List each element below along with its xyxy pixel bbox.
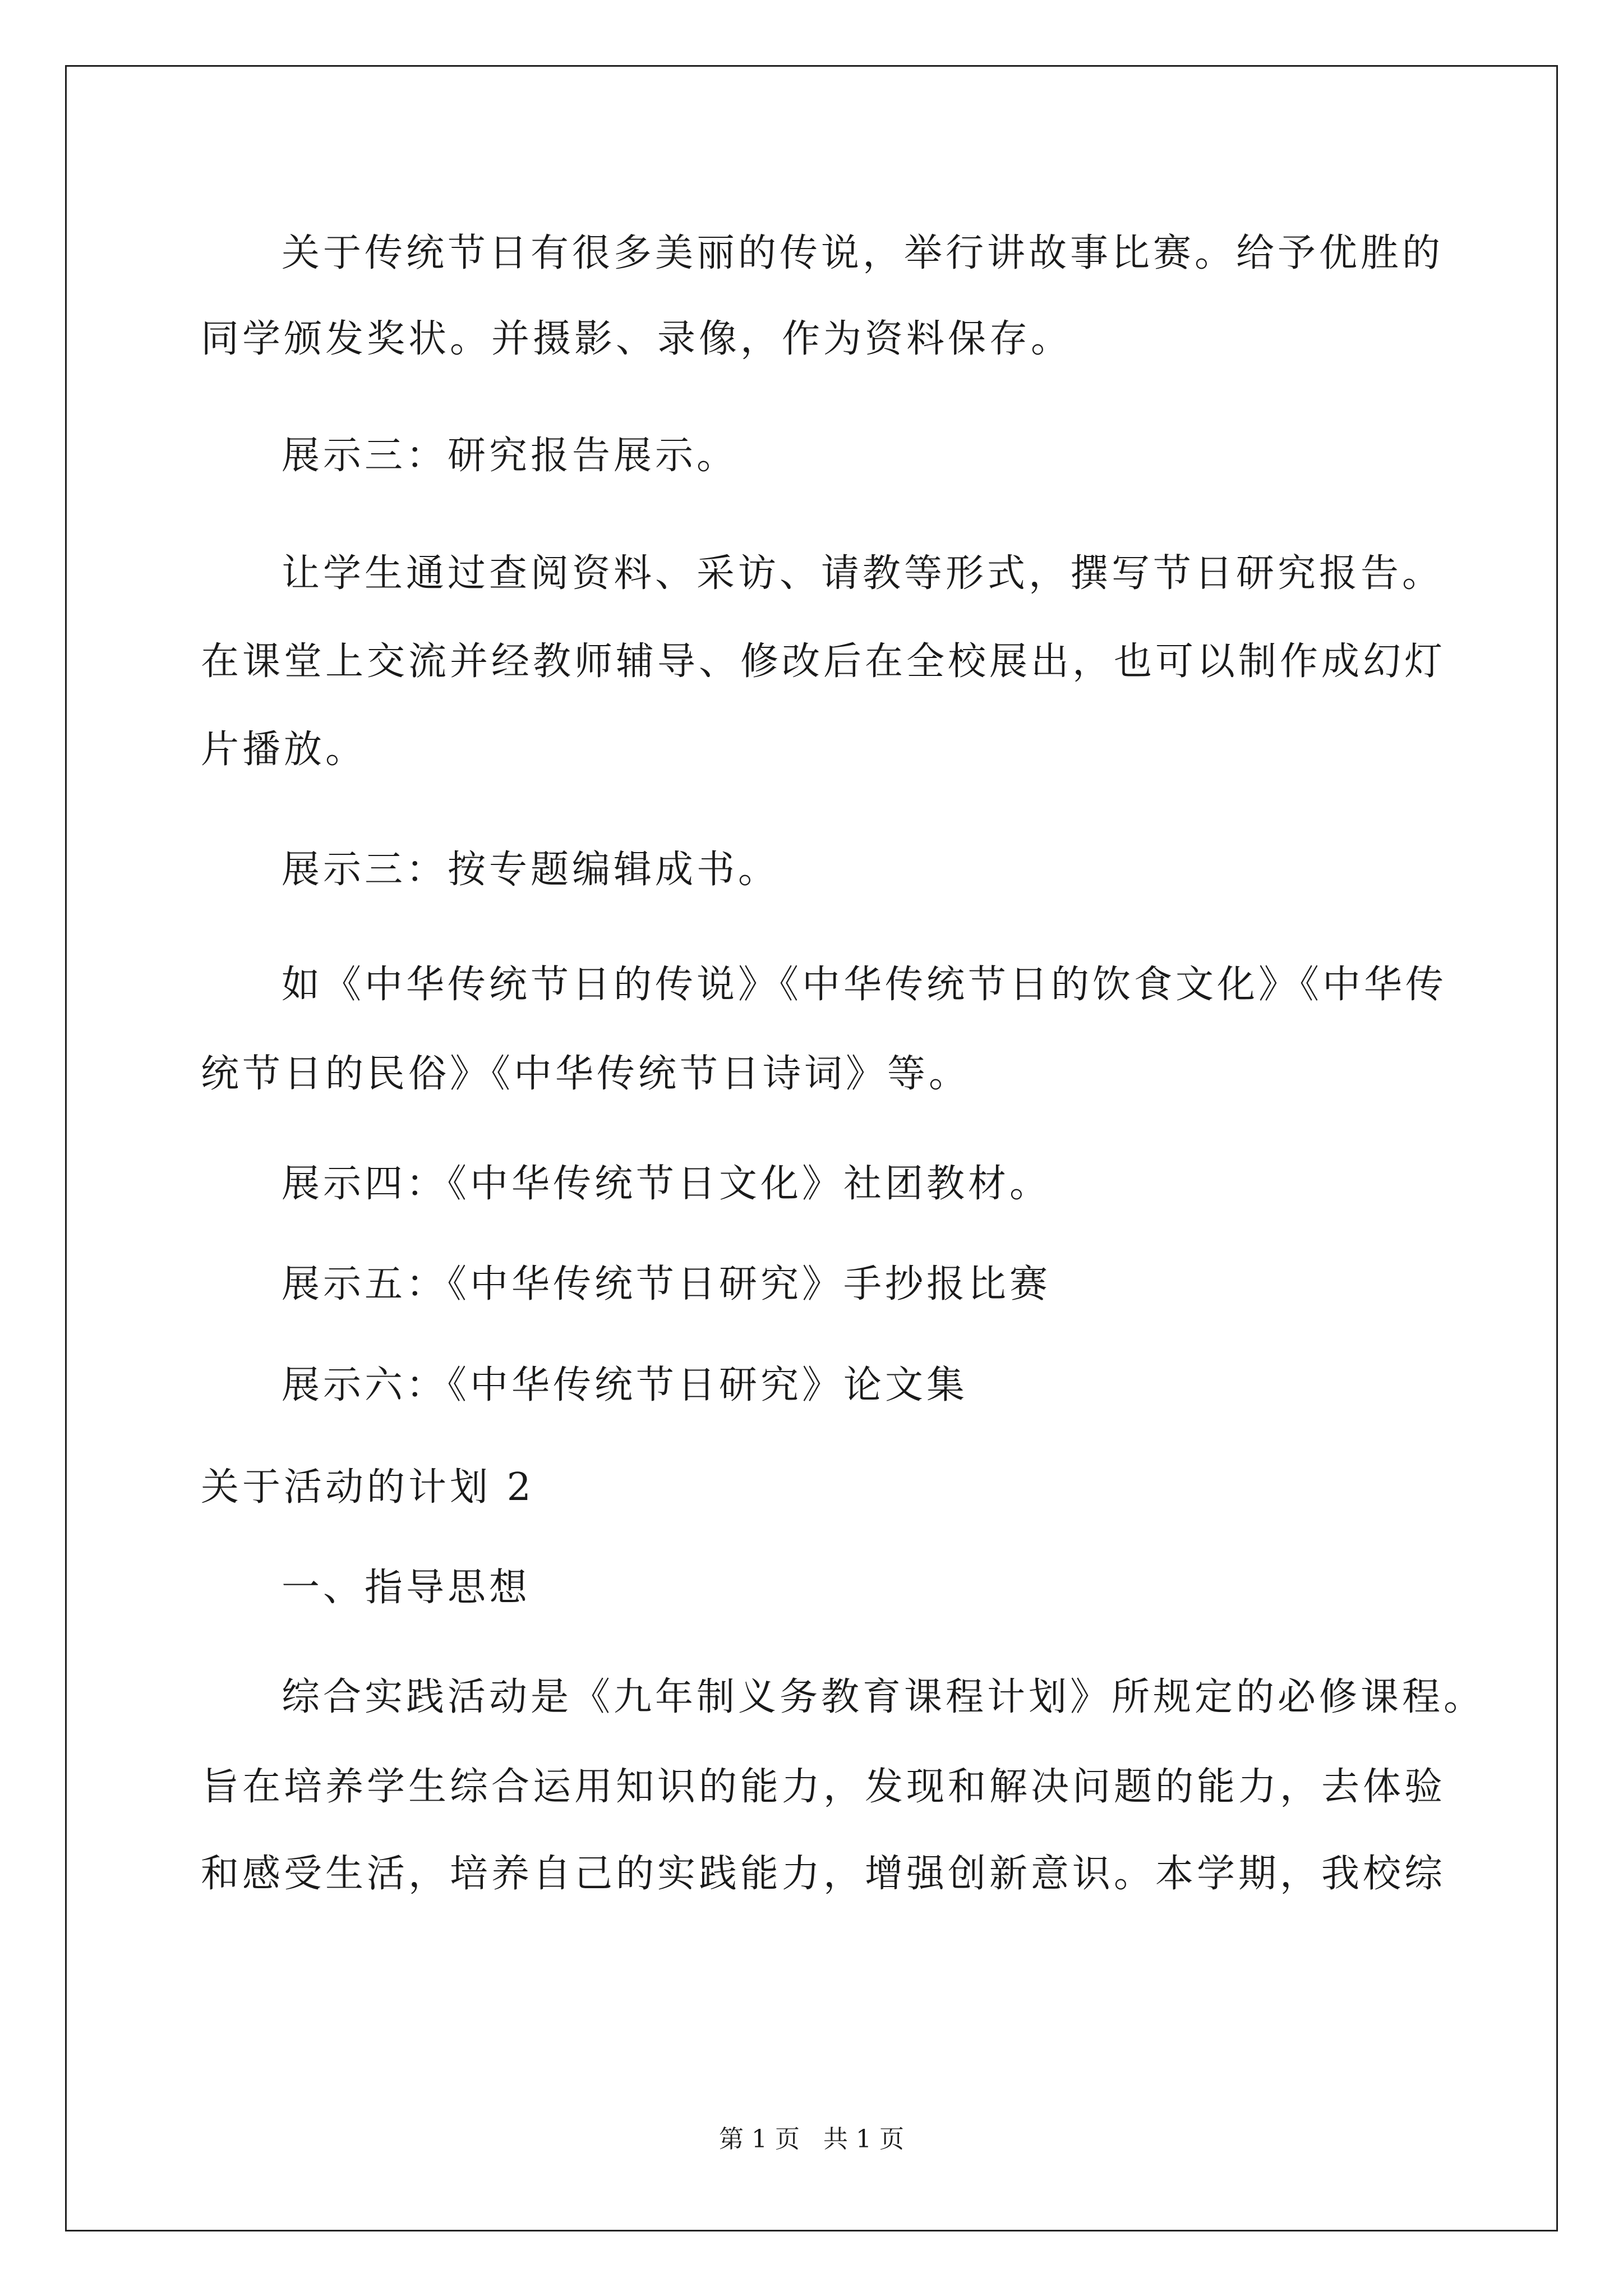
page-footer: 第 1 页 共 1 页 — [719, 2125, 904, 2154]
paragraph-line-16: 旨在培养学生综合运用知识的能力，发现和解决问题的能力，去体验 — [201, 1765, 1446, 1809]
plan-title: 关于活动的计划 2 — [201, 1465, 534, 1510]
section-heading-show-four: 展示四：《中华传统节日文化》社团教材。 — [282, 1162, 1052, 1206]
paragraph-line-17: 和感受生活，培养自己的实践能力，增强创新意识。本学期，我校综 — [201, 1852, 1446, 1896]
paragraph-line-5: 在课堂上交流并经教师辅导、修改后在全校展出，也可以制作成幻灯 — [201, 639, 1446, 684]
section-heading-show-three: 展示三：研究报告展示。 — [282, 434, 739, 478]
page-border — [65, 65, 1558, 2231]
paragraph-line-4: 让学生通过查阅资料、采访、请教等形式，撰写节日研究报告。 — [282, 551, 1444, 596]
section-heading-guiding-thought: 一、指导思想 — [282, 1566, 531, 1610]
section-heading-show-five: 展示五：《中华传统节日研究》手抄报比赛 — [282, 1262, 1052, 1306]
section-heading-compile-book: 展示三：按专题编辑成书。 — [282, 848, 780, 892]
paragraph-line-8: 如《中华传统节日的传说》《中华传统节日的饮食文化》《中华传 — [282, 963, 1447, 1007]
paragraph-line-2: 同学颁发奖状。并摄影、录像，作为资料保存。 — [201, 317, 1073, 361]
paragraph-line-1: 关于传统节日有很多美丽的传说，举行讲故事比赛。给予优胜的 — [282, 231, 1444, 275]
section-heading-show-six: 展示六：《中华传统节日研究》论文集 — [282, 1363, 969, 1407]
paragraph-line-6: 片播放。 — [201, 728, 367, 772]
paragraph-line-15: 综合实践活动是《九年制义务教育课程计划》所规定的必修课程。 — [282, 1675, 1486, 1719]
paragraph-line-9: 统节日的民俗》《中华传统节日诗词》等。 — [201, 1052, 971, 1096]
